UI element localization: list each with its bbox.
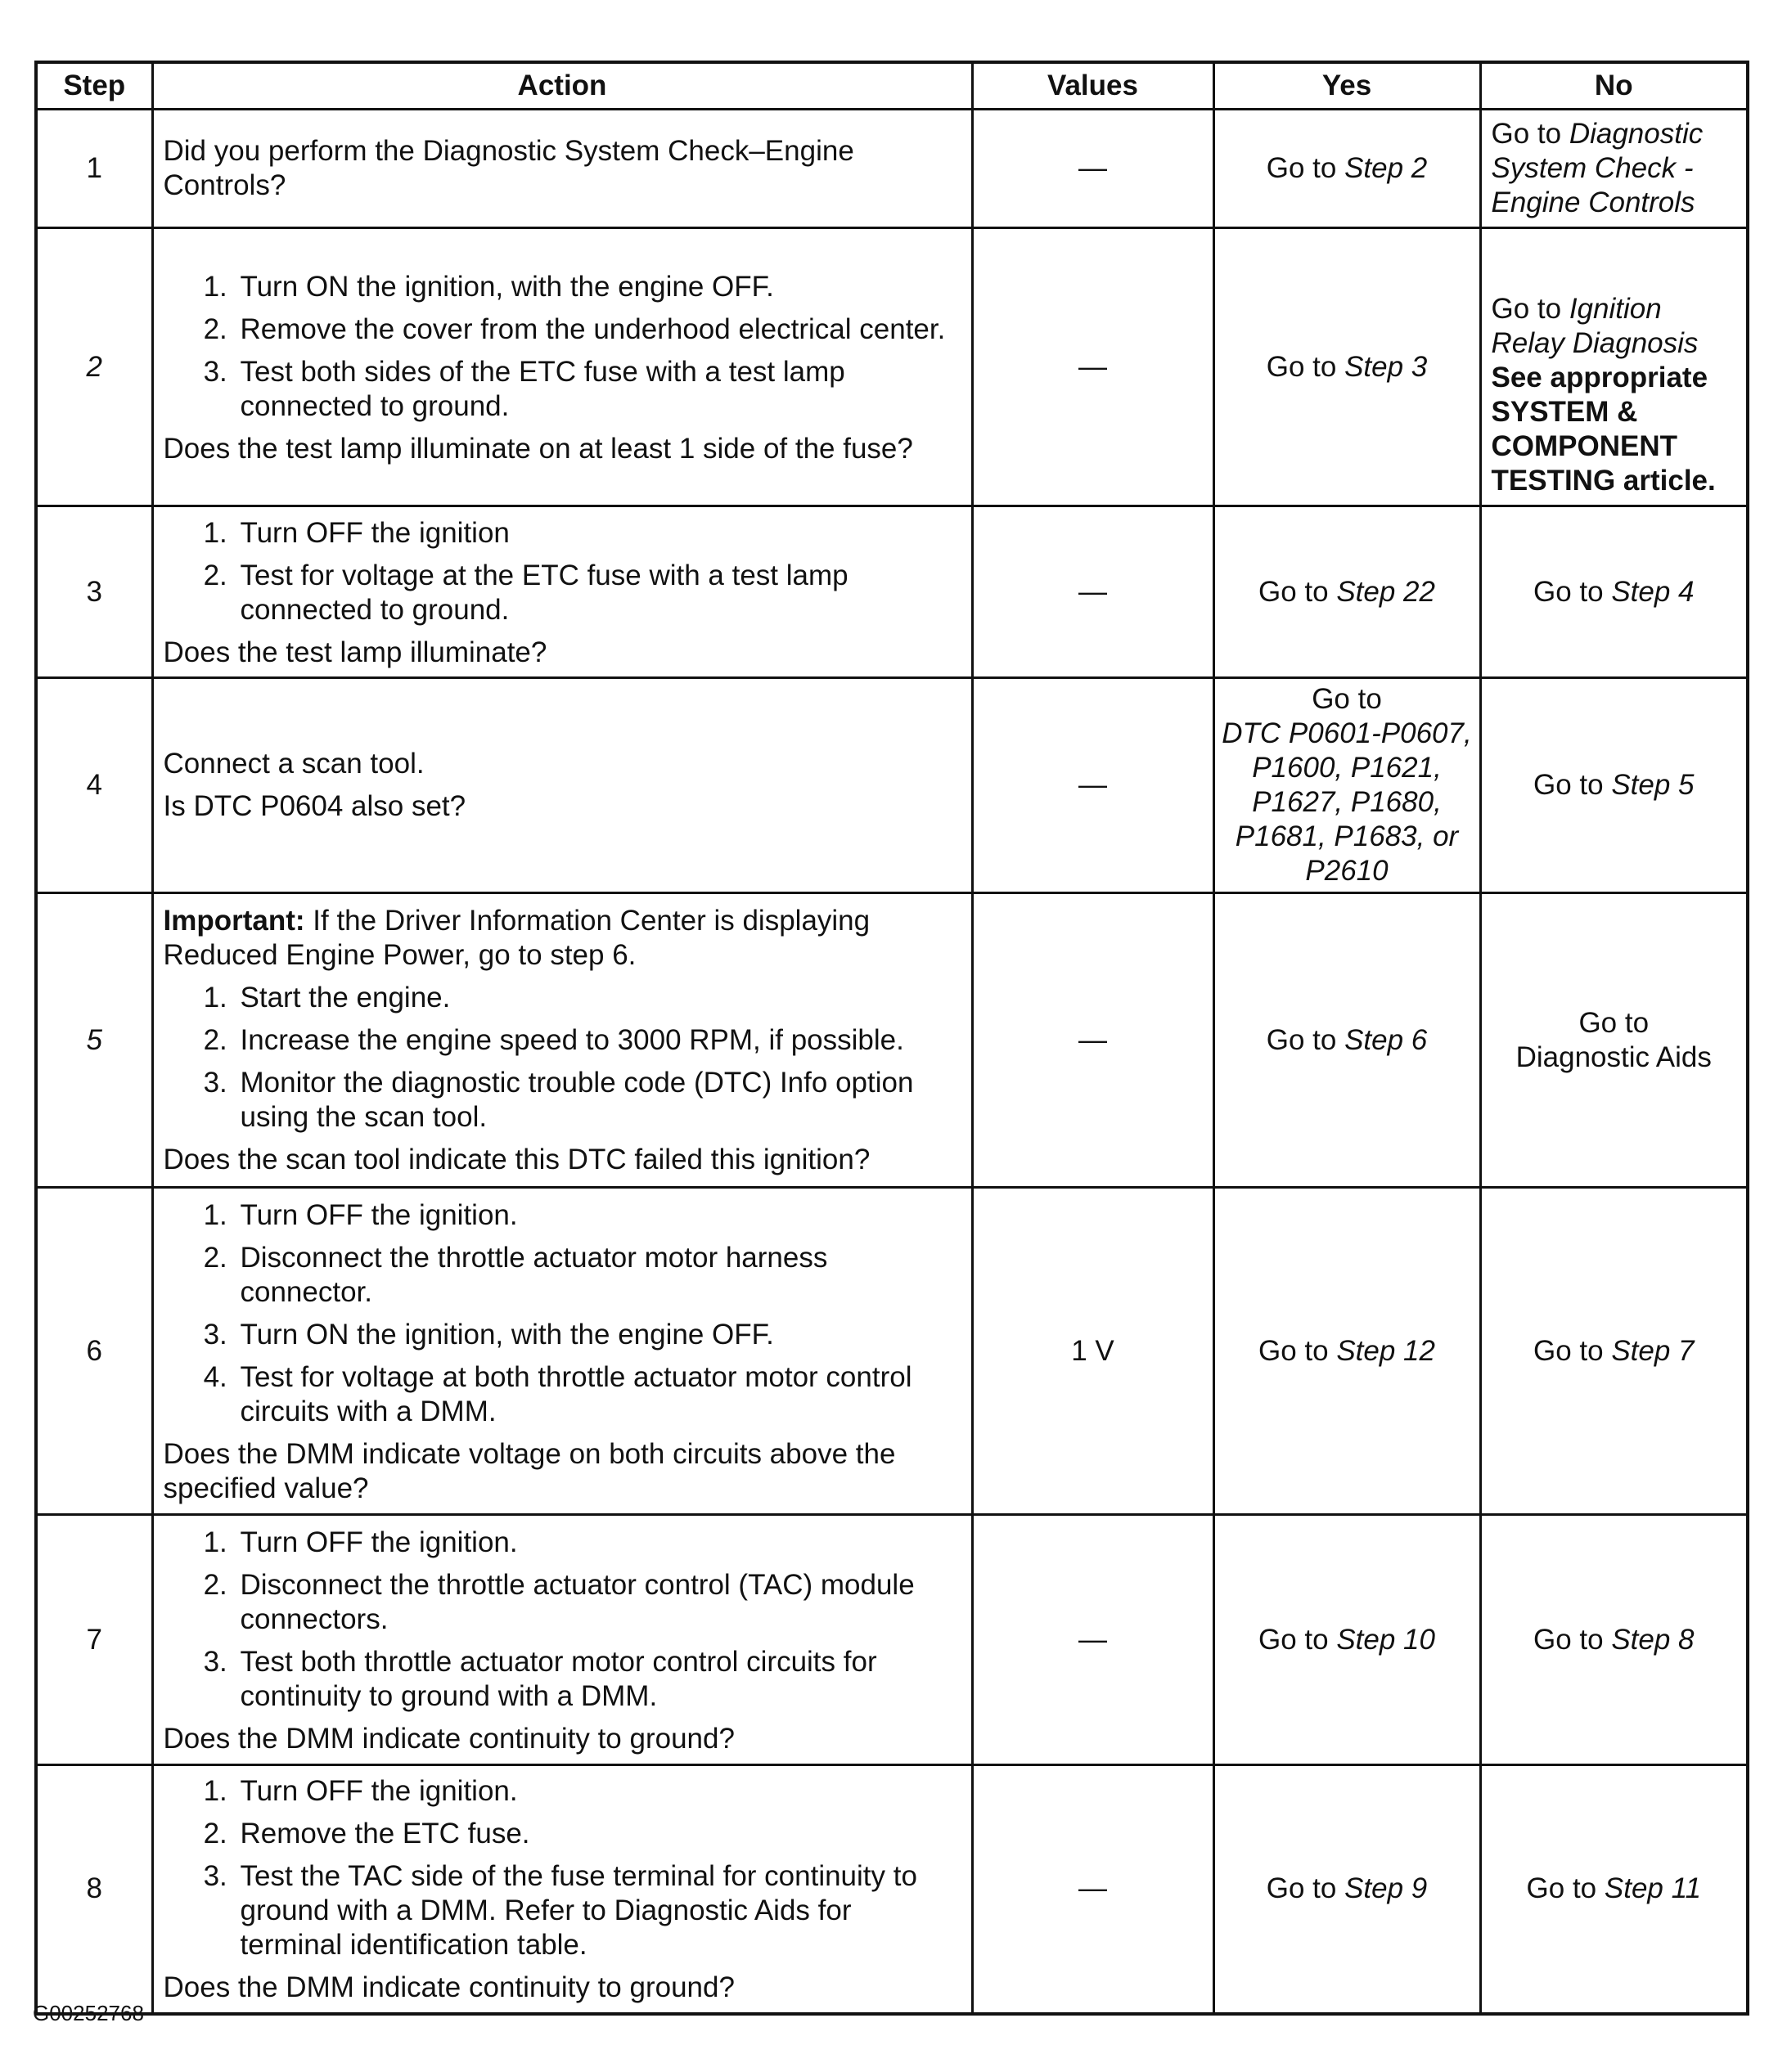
no-prefix: Go to: [1491, 293, 1569, 325]
action-step-item: 3. Test both sides of the ETC fuse with a test lamp connected to ground.: [236, 355, 961, 424]
important-text: If the Driver Information Center is displaying Reduced Engine Power, go to step 6.: [163, 904, 871, 971]
action-step-item: 2. Increase the engine speed to 3000 RPM, if possible.: [236, 1023, 961, 1058]
table-row: [36, 1515, 1748, 1765]
action-cell: [152, 1188, 972, 1515]
yes-link[interactable]: Step 6: [1344, 1023, 1428, 1056]
yes-cell: [1213, 1188, 1480, 1515]
action-cell: [152, 1515, 972, 1765]
important-label: Important:: [163, 904, 305, 937]
action-step-item: 2. Remove the ETC fuse.: [236, 1817, 961, 1851]
action-step-item: 1. Turn OFF the ignition: [236, 516, 961, 551]
value-cell: 1 V: [972, 1188, 1213, 1515]
no-link[interactable]: Ignition Relay Diagnosis: [1491, 293, 1699, 359]
action-question: Did you perform the Diagnostic System Check–Engine Controls?: [163, 135, 854, 201]
no-link[interactable]: Step 8: [1611, 1623, 1695, 1656]
yes-link[interactable]: Step 3: [1344, 350, 1428, 383]
action-step-item: 1. Turn OFF the ignition.: [236, 1526, 961, 1560]
table-row: [36, 1188, 1748, 1515]
yes-prefix: Go to: [1266, 350, 1345, 383]
table-row: [36, 228, 1748, 506]
no-cell: [1480, 678, 1748, 893]
value-cell: —: [972, 506, 1213, 678]
yes-link[interactable]: Step 12: [1336, 1334, 1435, 1367]
action-step-item: 2. Remove the cover from the underhood electrical center.: [236, 312, 961, 347]
action-step-item: 1. Turn OFF the ignition.: [236, 1774, 961, 1809]
no-prefix: Go to: [1578, 1006, 1650, 1039]
action-question: Does the DMM indicate continuity to ground?: [163, 1722, 735, 1755]
yes-cell: [1213, 1515, 1480, 1765]
action-step-item: 2. Test for voltage at the ETC fuse with a test lamp connected to ground.: [236, 559, 961, 627]
no-prefix: Go to: [1533, 575, 1612, 608]
action-step-item: 3. Test the TAC side of the fuse terminal for continuity to ground with a DMM. Refer to Diagnostic Aids for terminal identification table.: [236, 1859, 961, 1962]
yes-prefix: Go to: [1266, 152, 1345, 184]
yes-cell: [1213, 110, 1480, 228]
action-question: Does the DMM indicate voltage on both circuits above the specified value?: [163, 1437, 896, 1504]
value-cell: —: [972, 893, 1213, 1188]
action-question: Does the DMM indicate continuity to ground?: [163, 1971, 735, 2004]
step-number: 3: [36, 506, 152, 678]
step-number: 8: [36, 1765, 152, 2014]
action-step-item: 1. Start the engine.: [236, 981, 961, 1015]
no-cell: [1480, 506, 1748, 678]
yes-prefix: Go to: [1266, 1023, 1345, 1056]
action-step-item: 3. Monitor the diagnostic trouble code (DTC) Info option using the scan tool.: [236, 1066, 961, 1135]
action-steps: [164, 1526, 961, 1714]
table-row: [36, 893, 1748, 1188]
yes-prefix: Go to: [1312, 683, 1382, 715]
value-cell: —: [972, 228, 1213, 506]
yes-cell: [1213, 228, 1480, 506]
value-cell: —: [972, 1515, 1213, 1765]
yes-link[interactable]: Step 9: [1344, 1872, 1428, 1905]
no-cell: [1480, 893, 1748, 1188]
no-prefix: Go to: [1533, 769, 1612, 801]
header-yes: Yes: [1213, 62, 1480, 110]
action-step-item: 1. Turn ON the ignition, with the engine OFF.: [236, 270, 961, 304]
action-question: Does the test lamp illuminate on at least 1 side of the fuse?: [163, 432, 913, 465]
no-cell: [1480, 1515, 1748, 1765]
yes-cell: [1213, 893, 1480, 1188]
yes-prefix: Go to: [1258, 1334, 1337, 1367]
action-cell: [152, 506, 972, 678]
value-cell: —: [972, 1765, 1213, 2014]
no-cell: [1480, 1188, 1748, 1515]
no-link[interactable]: Step 7: [1611, 1334, 1695, 1367]
no-extra-note: See appropriate SYSTEM & COMPONENT TESTING article.: [1491, 362, 1716, 497]
step-number: 1: [36, 110, 152, 228]
yes-cell: [1213, 506, 1480, 678]
step-number: 6: [36, 1188, 152, 1515]
no-prefix: Go to: [1533, 1623, 1612, 1656]
figure-id: G00252768: [33, 2001, 144, 2025]
action-steps: [164, 516, 961, 627]
no-link[interactable]: Step 5: [1611, 769, 1695, 801]
action-intro: Connect a scan tool.: [163, 748, 425, 780]
table-row: [36, 1765, 1748, 2014]
yes-prefix: Go to: [1258, 575, 1337, 608]
yes-prefix: Go to: [1266, 1872, 1345, 1905]
action-cell: [152, 678, 972, 893]
step-number: 7: [36, 1515, 152, 1765]
step-number: 5: [36, 893, 152, 1188]
action-step-item: 4. Test for voltage at both throttle actuator motor control circuits with a DMM.: [236, 1360, 961, 1429]
action-cell: [152, 110, 972, 228]
no-cell: [1480, 228, 1748, 506]
action-cell: [152, 893, 972, 1188]
action-step-item: 2. Disconnect the throttle actuator motor harness connector.: [236, 1241, 961, 1310]
table-row: [36, 506, 1748, 678]
action-question: Does the test lamp illuminate?: [163, 636, 547, 668]
yes-cell: [1213, 1765, 1480, 2014]
no-link[interactable]: Step 11: [1604, 1872, 1701, 1905]
value-cell: —: [972, 678, 1213, 893]
action-question: Is DTC P0604 also set?: [163, 790, 466, 822]
step-number: 2: [36, 228, 152, 506]
yes-cell: [1213, 678, 1480, 893]
no-prefix: Go to: [1491, 118, 1569, 150]
no-prefix: Go to: [1526, 1872, 1605, 1905]
value-cell: —: [972, 110, 1213, 228]
action-steps: [164, 270, 961, 424]
no-prefix: Go to: [1533, 1334, 1612, 1367]
action-steps: [164, 1198, 961, 1429]
yes-prefix: Go to: [1258, 1623, 1337, 1656]
yes-link[interactable]: Step 2: [1344, 152, 1428, 184]
header-no: No: [1480, 62, 1748, 110]
action-cell: [152, 228, 972, 506]
header-action: Action: [152, 62, 972, 110]
no-link[interactable]: Diagnostic Aids: [1515, 1040, 1712, 1073]
action-question: Does the scan tool indicate this DTC failed this ignition?: [163, 1143, 871, 1175]
action-steps: [164, 1774, 961, 1962]
important-note: [164, 904, 961, 973]
yes-link[interactable]: Step 10: [1336, 1623, 1435, 1656]
table-row: [36, 678, 1748, 893]
yes-link[interactable]: DTC P0601-P0607, P1600, P1621, P1627, P1680, P1681, P1683, or P2610: [1222, 717, 1472, 887]
no-link[interactable]: Diagnostic System Check - Engine Controls: [1491, 118, 1704, 218]
no-link[interactable]: Step 4: [1611, 575, 1695, 608]
action-steps: [164, 981, 961, 1135]
action-cell: [152, 1765, 972, 2014]
diagnostic-table: [34, 61, 1749, 2016]
action-step-item: 3. Turn ON the ignition, with the engine OFF.: [236, 1318, 961, 1352]
header-row: [36, 62, 1748, 110]
no-cell: [1480, 1765, 1748, 2014]
action-step-item: 2. Disconnect the throttle actuator control (TAC) module connectors.: [236, 1568, 961, 1637]
yes-link[interactable]: Step 22: [1336, 575, 1435, 608]
step-number: 4: [36, 678, 152, 893]
header-step: Step: [36, 62, 152, 110]
action-step-item: 3. Test both throttle actuator motor control circuits for continuity to ground with a DMM.: [236, 1645, 961, 1714]
table-row: [36, 110, 1748, 228]
header-values: Values: [972, 62, 1213, 110]
action-step-item: 1. Turn OFF the ignition.: [236, 1198, 961, 1233]
no-cell: [1480, 110, 1748, 228]
